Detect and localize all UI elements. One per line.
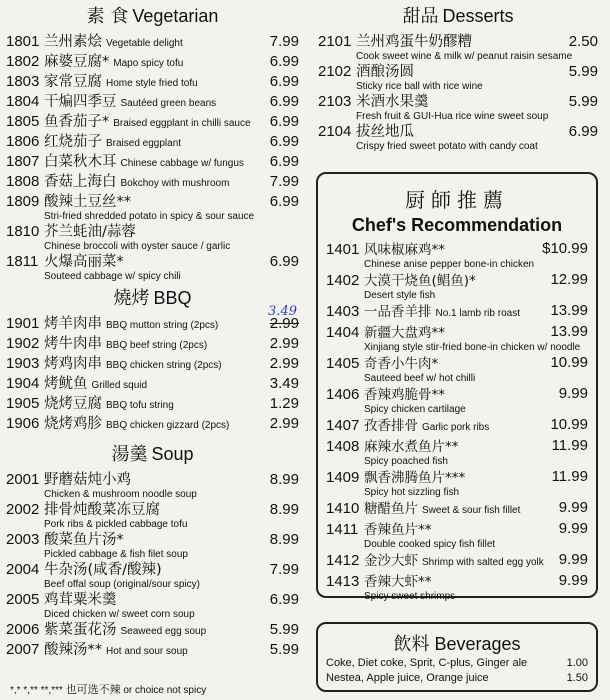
beverages-title-en: Beverages	[434, 634, 521, 654]
menu-item-2001	[6, 471, 299, 489]
item-price: 2.50	[568, 33, 598, 50]
item-number: 1401	[326, 241, 360, 258]
beverages-list	[318, 656, 596, 686]
beverage-names: Nestea, Apple juice, Orange juice	[326, 672, 489, 684]
item-price: 6.99	[269, 93, 299, 110]
item-desc-en: Souteed cabbage w/ spicy chili	[44, 271, 181, 282]
item-number: 2002	[6, 501, 40, 518]
item-name-zh: 烤鱿鱼	[44, 376, 88, 392]
item-name-zh: 鸡茸粟米羹	[44, 592, 117, 608]
menu-item-1903	[6, 355, 299, 375]
item-number: 1902	[6, 335, 40, 352]
item-name-en: Seaweed egg soup	[120, 626, 207, 637]
item-desc-en: Spicy sweet shrimps	[364, 591, 456, 602]
chef-item-1412	[326, 551, 588, 572]
item-name-zh: 金沙大虾	[364, 553, 418, 569]
item-price: 9.99	[558, 572, 588, 589]
soup-title-en: Soup	[151, 444, 194, 464]
item-price: 8.99	[269, 471, 299, 488]
item-desc-en: Spicy chicken cartilage	[364, 404, 466, 415]
bbq-title-zh: 燒烤	[113, 288, 150, 309]
item-name-en: Hot and sour soup	[106, 646, 188, 657]
item-number: 2104	[318, 123, 352, 140]
vegetarian-title-en: Vegetarian	[132, 6, 219, 26]
item-desc-en: Xinjiang style stir-fried bone-in chicken w/ noodle	[364, 342, 581, 353]
item-name-zh: 烤牛肉串	[44, 336, 102, 352]
menu-item-2005	[6, 591, 299, 609]
chef-item-1408	[326, 437, 588, 456]
item-name-en: No.1 lamb rib roast	[435, 308, 520, 319]
item-name-zh: 干煸四季豆	[44, 94, 117, 110]
item-price: 13.99	[550, 302, 588, 319]
chef-item-1413	[326, 572, 588, 591]
chef-item-1402	[326, 271, 588, 290]
chef-item-1406	[326, 385, 588, 404]
vegetarian-title-zh: 素 食	[86, 6, 129, 27]
item-price: 5.99	[568, 63, 598, 80]
item-number: 1404	[326, 324, 360, 341]
menu-item-1902	[6, 335, 299, 355]
bbq-title-en: BBQ	[153, 288, 192, 308]
menu-item-1808	[6, 173, 299, 193]
item-price: 2.99	[269, 415, 299, 432]
item-number: 1810	[6, 223, 40, 240]
item-desc-en: Chicken & mushroom noodle soup	[44, 489, 197, 500]
item-price: 9.99	[558, 551, 588, 568]
desserts-title-en: Desserts	[442, 6, 514, 26]
item-price: 13.99	[550, 323, 588, 340]
chef-item-1410	[326, 499, 588, 520]
item-price: 6.99	[269, 153, 299, 170]
menu-item-1801	[6, 33, 299, 53]
beverage-line-2	[318, 671, 596, 686]
beverages-box	[316, 622, 598, 692]
item-name-zh: 一品香羊排	[364, 304, 432, 320]
item-desc-en: Sticky rice ball with rice wine	[356, 81, 483, 92]
item-name-en: BBQ mutton string (2pcs)	[106, 320, 219, 331]
menu-item-1807	[6, 153, 299, 173]
item-name-zh: 烤鸡肉串	[44, 356, 102, 372]
item-name-zh: 家常豆腐	[44, 74, 102, 90]
item-desc-en: Diced chicken w/ sweet corn soup	[44, 609, 195, 620]
menu-item-1905	[6, 395, 299, 415]
item-number: 1406	[326, 386, 360, 403]
item-name-en: Shrimp with salted egg yolk	[422, 557, 544, 568]
item-name-en: Chinese cabbage w/ fungus	[120, 158, 244, 169]
item-number: 1801	[6, 33, 40, 50]
desserts-title-zh: 甜品	[402, 6, 439, 27]
menu-item-1802	[6, 53, 299, 73]
item-price: 2.99	[269, 335, 299, 352]
item-number: 1407	[326, 417, 360, 434]
item-name-zh: 排骨炖酸菜冻豆腐	[44, 502, 160, 518]
item-number: 2006	[6, 621, 40, 638]
item-name-en: Grilled squid	[91, 380, 148, 391]
item-desc-en: Chinese anise pepper bone-in chicken	[364, 259, 535, 270]
item-price: 11.99	[551, 468, 588, 485]
item-name-zh: 火爆高丽菜*	[44, 254, 124, 270]
soup-title-zh: 湯羹	[111, 444, 148, 465]
item-number: 1906	[6, 415, 40, 432]
item-number: 1808	[6, 173, 40, 190]
item-name-en: BBQ beef string (2pcs)	[106, 340, 208, 351]
item-desc-en: Desert style fish	[364, 290, 436, 301]
item-name-en: Vegetable delight	[106, 38, 183, 49]
item-desc-en: Sauteed beef w/ hot chilli	[364, 373, 476, 384]
item-number: 2005	[6, 591, 40, 608]
desserts-section	[318, 4, 598, 153]
item-number: 1409	[326, 469, 360, 486]
item-number: 2003	[6, 531, 40, 548]
item-name-zh: 糖醋鱼片	[364, 501, 418, 517]
menu-item-2104	[318, 123, 598, 141]
item-number: 1804	[6, 93, 40, 110]
item-price: 5.99	[269, 621, 299, 638]
item-price: 5.99	[269, 641, 299, 658]
item-name-zh: 新疆大盘鸡**	[364, 325, 445, 341]
item-number: 1802	[6, 53, 40, 70]
beverage-price: 1.50	[566, 672, 588, 684]
chef-item-1401	[326, 240, 588, 259]
handwritten-price: 3.49	[268, 304, 297, 319]
item-name-zh: 白菜秋木耳	[44, 154, 117, 170]
item-price: 12.99	[550, 271, 588, 288]
menu-item-2007	[6, 641, 299, 661]
menu-item-2102	[318, 63, 598, 81]
menu-item-2004	[6, 561, 299, 579]
item-number: 2007	[6, 641, 40, 658]
item-number: 1402	[326, 272, 360, 289]
item-price: 2.99	[269, 355, 299, 372]
item-name-zh: 香菇上海白	[44, 174, 117, 190]
item-price: 1.29	[269, 395, 299, 412]
item-price: 6.99	[568, 123, 598, 140]
item-number: 1811	[6, 253, 39, 270]
item-name-zh: 孜香排骨	[364, 418, 418, 434]
item-name-en: Sweet & sour fish fillet	[422, 505, 521, 516]
menu-item-2002	[6, 501, 299, 519]
desserts-title	[318, 4, 598, 29]
item-name-en: Sautéed green beans	[120, 98, 217, 109]
item-name-zh: 香辣大虾**	[364, 574, 432, 590]
item-name-en: Braised eggplant	[106, 138, 182, 149]
item-desc-en: Pickled cabbage & fish filet soup	[44, 549, 188, 560]
item-number: 2001	[6, 471, 40, 488]
item-number: 1803	[6, 73, 40, 90]
item-price: 6.99	[269, 113, 299, 130]
beverage-line-1	[318, 656, 596, 671]
menu-item-2006	[6, 621, 299, 641]
item-name-zh: 红烧茄子	[44, 134, 102, 150]
item-number: 1903	[6, 355, 40, 372]
item-price: $10.99	[542, 240, 588, 257]
item-desc-en: Pork ribs & pickled cabbage tofu	[44, 519, 188, 530]
menu-item-1906	[6, 415, 299, 435]
item-name-zh: 风味椒麻鸡**	[364, 242, 445, 258]
item-price: 6.99	[269, 591, 299, 608]
beverages-title-zh: 飲料	[393, 634, 430, 655]
item-price: 11.99	[551, 437, 588, 454]
item-name-zh: 酒酿汤圆	[356, 64, 414, 80]
menu-item-2003	[6, 531, 299, 549]
item-price: 7.99	[269, 173, 299, 190]
item-name-zh: 飘香沸腾鱼片***	[364, 470, 466, 486]
item-name-en: Braised eggplant in chilli sauce	[113, 118, 251, 129]
item-price: 2.99	[269, 315, 299, 332]
item-name-zh: 兰州素烩	[44, 34, 102, 50]
item-name-zh: 牛杂汤(咸香/酸辣)	[44, 562, 162, 578]
item-number: 2102	[318, 63, 352, 80]
not-spicy-zh: 也可选不辣	[65, 683, 121, 696]
item-price: 7.99	[269, 561, 299, 578]
vegetarian-section	[6, 4, 299, 283]
item-number: 2103	[318, 93, 352, 110]
item-name-en: BBQ chicken string (2pcs)	[106, 360, 222, 371]
item-name-zh: 酸菜鱼片汤*	[44, 532, 124, 548]
item-name-zh: 麻婆豆腐*	[44, 54, 110, 70]
item-name-zh: 米酒水果羹	[356, 94, 429, 110]
item-desc-en: Cook sweet wine & milk w/ peanut raisin sesame	[356, 51, 573, 62]
item-name-en: BBQ tofu string	[106, 400, 174, 411]
menu-item-1810	[6, 223, 299, 241]
item-name-zh: 烧烤豆腐	[44, 396, 102, 412]
bbq-title	[6, 286, 299, 311]
item-number: 1901	[6, 315, 40, 332]
item-desc-en: Beef offal soup (original/sour spicy)	[44, 579, 201, 590]
item-name-en: Bokchoy with mushroom	[120, 178, 230, 189]
item-number: 1807	[6, 153, 40, 170]
item-number: 2101	[318, 33, 352, 50]
chef-title-en: Chef's Recommendation	[351, 215, 563, 235]
chef-list	[318, 236, 596, 603]
item-price: 5.99	[568, 93, 598, 110]
item-price: 3.49	[269, 375, 299, 392]
beverage-price: 1.00	[566, 657, 588, 669]
item-name-zh: 烧烤鸡胗	[44, 416, 102, 432]
item-price: 9.99	[558, 499, 588, 516]
item-desc-en: Chinese broccoli with oyster sauce / garlic	[44, 241, 231, 252]
item-price: 6.99	[269, 53, 299, 70]
chef-item-1405	[326, 354, 588, 373]
item-price: 10.99	[550, 354, 588, 371]
beverage-names: Coke, Diet coke, Sprit, C-plus, Ginger ale	[326, 657, 528, 669]
item-price: 6.99	[269, 193, 299, 210]
bbq-section	[6, 286, 299, 435]
item-number: 1412	[326, 552, 360, 569]
item-desc-en: Double cooked spicy fish fillet	[364, 539, 496, 550]
item-name-en: Home style fried tofu	[106, 78, 198, 89]
menu-item-2101	[318, 33, 598, 51]
item-name-zh: 酸辣土豆丝**	[44, 194, 131, 210]
beverages-title	[318, 630, 596, 656]
vegetarian-title	[6, 4, 299, 29]
chef-item-1409	[326, 468, 588, 487]
item-number: 1410	[326, 500, 360, 517]
item-name-zh: 酸辣汤**	[44, 642, 102, 658]
item-desc-en: Spicy hot sizzling fish	[364, 487, 460, 498]
item-price: 6.99	[269, 133, 299, 150]
item-price: 9.99	[558, 385, 588, 402]
item-desc-en: Stri-fried shredded potato in spicy & sour sauce	[44, 211, 255, 222]
soup-section	[6, 442, 299, 661]
menu-item-1809	[6, 193, 299, 211]
item-name-zh: 紫菜蛋花汤	[44, 622, 117, 638]
item-price: 7.99	[269, 33, 299, 50]
item-desc-en: Fresh fruit & GUI-Hua rice wine sweet soup	[356, 111, 549, 122]
item-price: 9.99	[558, 520, 588, 537]
item-name-en: BBQ chicken gizzard (2pcs)	[106, 420, 230, 431]
item-number: 1905	[6, 395, 40, 412]
item-number: 2004	[6, 561, 40, 578]
item-name-en: Garlic pork ribs	[422, 422, 490, 433]
item-name-zh: 烤羊肉串	[44, 316, 102, 332]
menu-item-1901	[6, 304, 299, 335]
chef-item-1411	[326, 520, 588, 539]
chef-item-1403	[326, 302, 588, 323]
item-name-zh: 兰州鸡蛋牛奶醪糟	[356, 34, 472, 50]
item-name-zh: 麻辣水煮鱼片**	[364, 439, 459, 455]
soup-title	[6, 442, 299, 467]
item-name-zh: 奇香小牛肉*	[364, 356, 439, 372]
menu-item-1805	[6, 113, 299, 133]
item-name-zh: 香辣鸡脆骨**	[364, 387, 445, 403]
item-price: 6.99	[269, 253, 299, 270]
item-number: 1413	[326, 573, 360, 590]
menu-item-2103	[318, 93, 598, 111]
item-number: 1411	[326, 521, 359, 538]
spicy-legend	[10, 681, 206, 697]
item-name-zh: 大漠干烧鱼(鲳鱼)*	[364, 273, 476, 289]
item-desc-en: Spicy poached fish	[364, 456, 448, 467]
chef-item-1404	[326, 323, 588, 342]
menu-item-1904	[6, 375, 299, 395]
item-price: 8.99	[269, 501, 299, 518]
item-price: 10.99	[550, 416, 588, 433]
chef-item-1407	[326, 416, 588, 437]
item-price: 6.99	[269, 73, 299, 90]
item-name-zh: 香辣鱼片**	[364, 522, 432, 538]
item-number: 1405	[326, 355, 360, 372]
item-name-zh: 鱼香茄子*	[44, 114, 110, 130]
not-spicy-en: or choice not spicy	[123, 685, 207, 696]
menu-item-1804	[6, 93, 299, 113]
item-desc-en: Crispy fried sweet potato with candy coat	[356, 141, 538, 152]
chef-title-zh: 厨師推薦	[405, 188, 509, 212]
chef-recommendation-box	[316, 172, 598, 602]
item-name-en: Mapo spicy tofu	[113, 58, 184, 69]
spicy-stars: *,* *,** **,***	[10, 685, 63, 696]
item-number: 1809	[6, 193, 40, 210]
item-number: 1408	[326, 438, 360, 455]
item-number: 1805	[6, 113, 40, 130]
item-name-zh: 芥兰蚝油/蒜蓉	[44, 224, 136, 240]
menu-item-1803	[6, 73, 299, 93]
item-number: 1904	[6, 375, 40, 392]
item-name-zh: 野蘑菇炖小鸡	[44, 472, 131, 488]
item-name-zh: 拔丝地瓜	[356, 124, 414, 140]
menu-item-1811	[6, 253, 299, 271]
item-number: 1806	[6, 133, 40, 150]
item-price: 8.99	[269, 531, 299, 548]
item-number: 1403	[326, 303, 360, 320]
menu-item-1806	[6, 133, 299, 153]
